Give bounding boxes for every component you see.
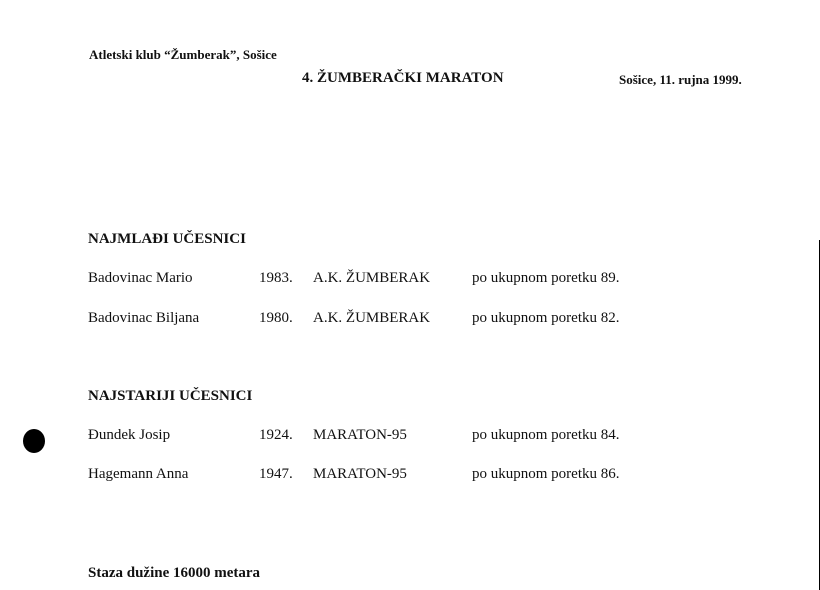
participant-club: A.K. ŽUMBERAK	[313, 270, 431, 286]
birth-year: 1924.	[259, 427, 293, 443]
event-date: Sošice, 11. rujna 1999.	[619, 72, 742, 87]
table-row	[0, 466, 820, 486]
participant-name: Badovinac Mario	[88, 270, 193, 286]
overall-rank: po ukupnom poretku 86.	[472, 466, 620, 482]
overall-rank: po ukupnom poretku 84.	[472, 427, 620, 443]
club-name: Atletski klub “Žumberak”, Sošice	[89, 47, 277, 62]
birth-year: 1983.	[259, 270, 293, 286]
birth-year: 1947.	[259, 466, 293, 482]
event-title: 4. ŽUMBERAČKI MARATON	[302, 70, 504, 86]
overall-rank: po ukupnom poretku 89.	[472, 270, 620, 286]
participant-club: MARATON-95	[313, 427, 407, 443]
youngest-heading: NAJMLAĐI UČESNICI	[88, 231, 246, 247]
punch-hole-mark	[23, 429, 45, 453]
participant-name: Đundek Josip	[88, 427, 171, 443]
oldest-heading: NAJSTARIJI UČESNICI	[88, 388, 253, 404]
participant-club: A.K. ŽUMBERAK	[313, 310, 431, 326]
table-row	[0, 270, 820, 290]
table-row	[0, 427, 820, 447]
participant-name: Badovinac Biljana	[88, 310, 200, 326]
participant-club: MARATON-95	[313, 466, 407, 482]
table-row	[0, 310, 820, 330]
birth-year: 1980.	[259, 310, 293, 326]
overall-rank: po ukupnom poretku 82.	[472, 310, 620, 326]
participant-name: Hagemann Anna	[88, 466, 189, 482]
course-length: Staza dužine 16000 metara	[88, 565, 261, 581]
